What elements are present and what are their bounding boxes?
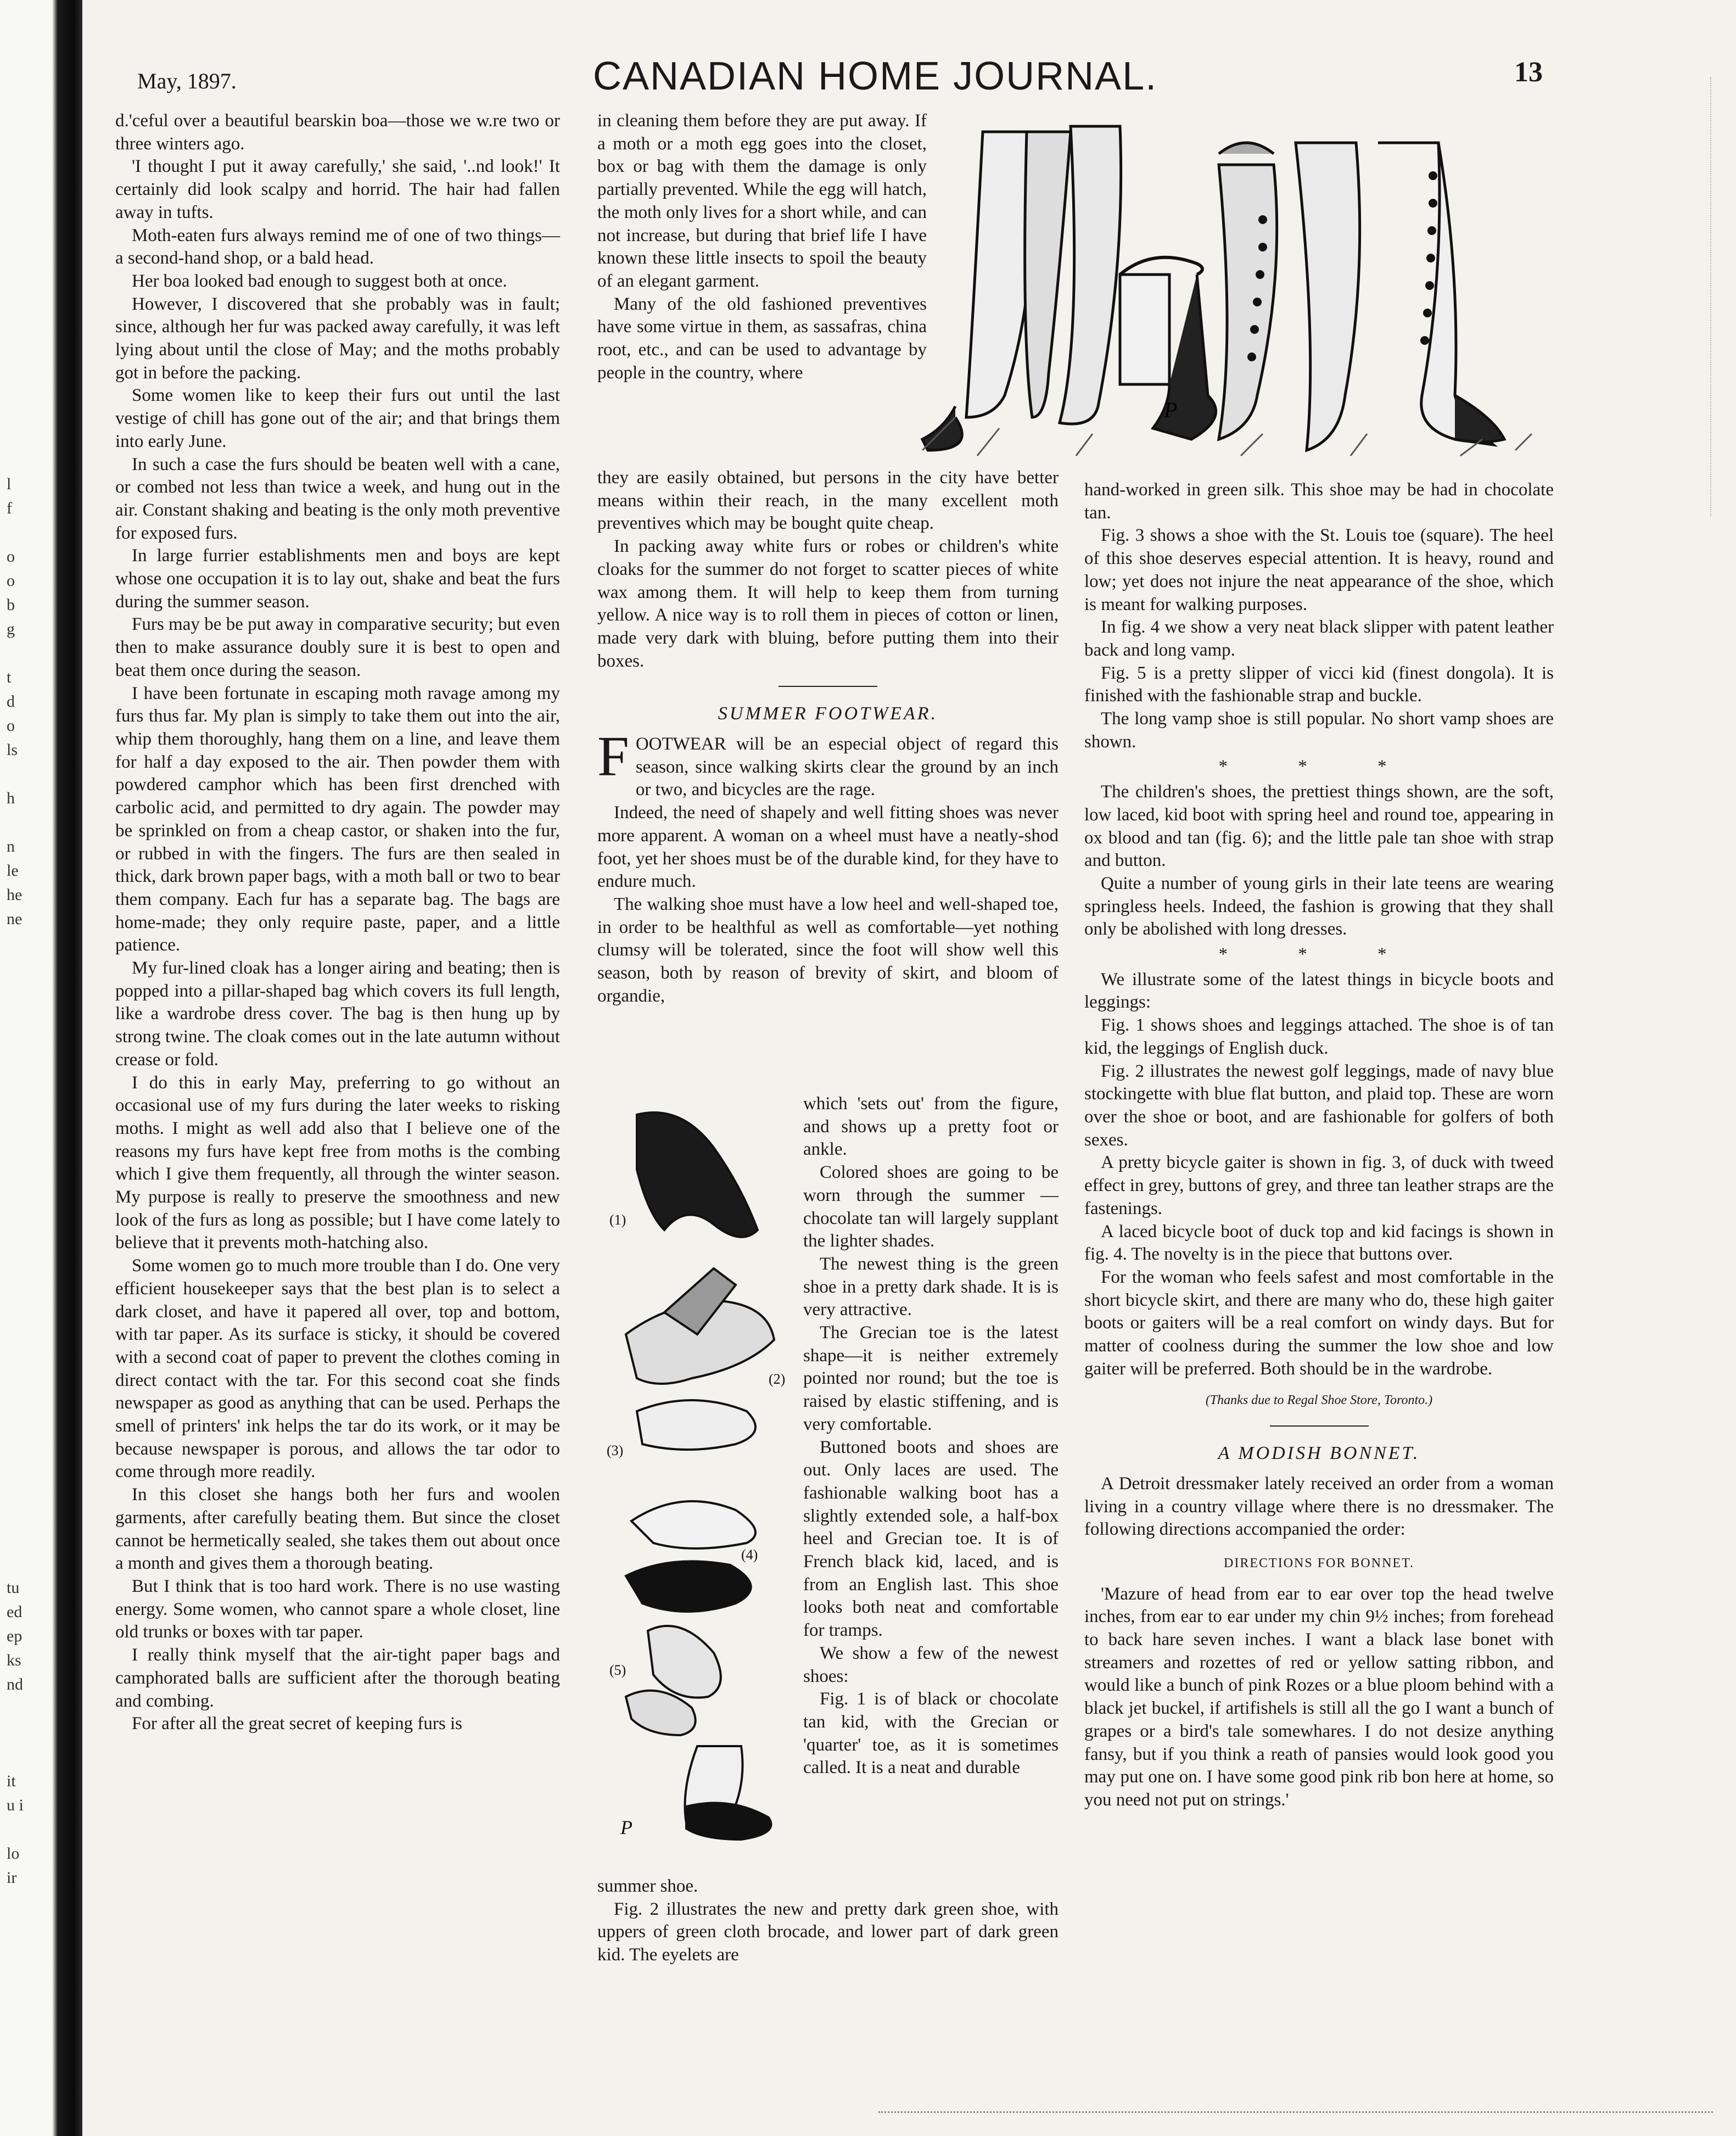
margin-fragments-lower: tu ed ep ks nd it u i lo ir bbox=[7, 1579, 24, 1887]
paragraph: In fig. 4 we show a very neat black slipper with patent leather back and long vamp. bbox=[1084, 617, 1554, 660]
paragraph: But I think that is too hard work. There is no use wasting energy. Some women, who cannot spare a whole closet, line old trunks or boxes with tar paper. bbox=[115, 1576, 560, 1642]
paragraph: The walking shoe must have a low heel and well-shaped toe, in order to be healthful as well as comfortable—yet nothing clumsy will be tolerated, since the foot will show well this season, both by reason of brevity of skirt, and bloom of organdie, bbox=[597, 894, 1059, 1006]
paragraph: I really think myself that the air-tight paper bags and camphorated balls are sufficient after the thorough beating and combing. bbox=[115, 1645, 560, 1711]
paragraph: hand-worked in green silk. This shoe may be had in chocolate tan. bbox=[1084, 480, 1554, 523]
paragraph: I have been fortunate in escaping moth ravage among my furs thus far. My plan is simply to take them out into the air, whip them thoroughly, hang them on a line, and leave them for half a day exposed to the air. Then powder them with powdered camphor which has been first drenched with carbolic acid, and permitted to dry again. The powder may be sprinkled on from a cheap castor, or shaken into the fur, or rubbed in with the fingers. The furs are then sealed in thick, dark brown paper bags, with a moth ball or two to bear them company. Each fur has a separate bag. The bags are home-made; they only require paste, paper, and a little patience. bbox=[115, 683, 560, 955]
paragraph: 'I thought I put it away carefully,' she said, '..nd look!' It certainly did look scalpy and horrid. The hair had fallen away in tufts. bbox=[115, 156, 560, 222]
paragraph: Many of the old fashioned preventives have some virtue in them, as sassafras, china root, etc., and can be used to advantage by people in the country, where bbox=[597, 294, 927, 383]
paragraph: Fig. 2 illustrates the newest golf leggings, made of navy blue stockingette with blue flat button, and plaid top. These are worn over the shoe or boot, and are fashionable for golfers of both sexes. bbox=[1084, 1061, 1554, 1150]
paragraph: Fig. 1 shows shoes and leggings attached. The shoe is of tan kid, the leggings of English duck. bbox=[1084, 1015, 1554, 1058]
section-stars: * * * bbox=[1218, 757, 1420, 777]
margin-fragments: l f o o b g t d o ls h n le he ne bbox=[7, 475, 23, 928]
paragraph: they are easily obtained, but persons in the city have better means within their reach, in the many excellent moth preventives which may be bought quite cheap. bbox=[597, 468, 1059, 534]
paragraph: Some women like to keep their furs out until the last vestige of chill has gone out of the air; and that brings them into early June. bbox=[115, 385, 560, 451]
fig-label-1: (1) bbox=[609, 1212, 626, 1228]
page-header bbox=[137, 54, 1543, 103]
fig-label-2: (2) bbox=[769, 1371, 786, 1387]
column-footwear-continued bbox=[1084, 479, 1554, 1812]
paragraph: Buttoned boots and shoes are out. Only laces are used. The fashionable walking boot has a slightly extended sole, a half-box heel and Grecian toe. It is of French black kid, laced, and is from an English last. This shoe looks both neat and comfortable for tramps. bbox=[803, 1437, 1059, 1641]
paragraph: Fig. 5 is a pretty slipper of vicci kid (finest dongola). It is finished with the fashionable strap and buckle. bbox=[1084, 663, 1554, 706]
fig-label-3: (3) bbox=[607, 1442, 624, 1458]
journal-title: CANADIAN HOME JOURNAL. bbox=[593, 54, 1158, 98]
section-title-modish-bonnet: A MODISH BONNET. bbox=[1218, 1443, 1420, 1464]
issue-date: May, 1897. bbox=[137, 69, 237, 93]
shoes-illustration bbox=[604, 1104, 796, 1856]
paragraph: Moth-eaten furs always remind me of one of two things—a second-hand shop, or a bald head. bbox=[115, 225, 560, 269]
fig-label-4: (4) bbox=[741, 1547, 758, 1563]
paragraph: In such a case the furs should be beaten well with a cane, or combed not less than twice a week, and hung out in the air. Constant shaking and beating is the only moth preventive for exposed furs. bbox=[115, 454, 560, 543]
paragraph: For after all the great secret of keeping furs is bbox=[132, 1714, 463, 1734]
paragraph: The long vamp shoe is still popular. No short vamp shoes are shown. bbox=[1084, 709, 1554, 752]
paragraph: We illustrate some of the latest things in bicycle boots and leggings: bbox=[1084, 969, 1554, 1013]
paragraph: We show a few of the newest shoes: bbox=[803, 1643, 1059, 1686]
paragraph: Fig. 3 shows a shoe with the St. Louis toe (square). The heel of this shoe deserves especial attention. It is heavy, round and low; yet does not injure the neat appearance of the shoe, which is meant for walking purposes. bbox=[1084, 525, 1554, 614]
paragraph: My fur-lined cloak has a longer airing and beating; then is popped into a pillar-shaped bag which covers its full length, like a wardrobe dress cover. The bag is then hung up by strong twine. The cloak comes out in the late autumn without crease or fold. bbox=[115, 958, 560, 1070]
artist-mark-shoes: P bbox=[620, 1816, 632, 1838]
paragraph: Furs may be be put away in comparative security; but even then to make assurance doubly sure it is best to open and beat them once during the season. bbox=[115, 614, 560, 680]
section-divider bbox=[1270, 1425, 1369, 1427]
paragraph: which 'sets out' from the figure, and shows up a pretty foot or ankle. bbox=[803, 1094, 1059, 1160]
fig-label-5: (5) bbox=[609, 1662, 626, 1678]
section-title-summer-footwear: SUMMER FOOTWEAR. bbox=[718, 703, 938, 724]
paragraph: Her boa looked bad enough to suggest both at once. bbox=[132, 271, 507, 291]
column-footwear-narrow bbox=[803, 1093, 1059, 1780]
column-furs-continued bbox=[597, 110, 927, 384]
section-divider bbox=[779, 686, 877, 687]
paragraph: Some women go to much more trouble than I do. One very efficient housekeeper says that the best plan is to select a dark closet, and have it papered all over, top and bottom, with tar paper. As its surface is sticky, it should be covered with a second coat of paper to prevent the clothes coming in direct contact with the tar. For this second coat she finds newspaper as good as anything that can be used. Perhaps the smell of printers' ink helps the tar do its work, or it may be because newspaper is porous, and allows the tar odor to come through more readily. bbox=[115, 1256, 560, 1482]
scan-bottom-noise bbox=[878, 2111, 1713, 2113]
paragraph: For the woman who feels safest and most comfortable in the short bicycle skirt, and there are many who do, these high gaiter boots or gaiters will be a real comfort on windy days. But for matter of coolness during the summer the low shoe and low gaiter will be preferred. Both should be in the wardrobe. bbox=[1084, 1267, 1554, 1379]
paragraph: A laced bicycle boot of duck top and kid facings is shown in fig. 4. The novelty is in the piece that buttons over. bbox=[1084, 1221, 1554, 1265]
paragraph: summer shoe. bbox=[597, 1876, 698, 1896]
column-footwear-bottom bbox=[597, 1875, 1059, 1967]
paragraph: The Grecian toe is the latest shape—it is neither extremely pointed nor round; but the toe is raised by elastic stiffening, and is very comfortable. bbox=[803, 1323, 1059, 1434]
paragraph: Quite a number of young girls in their late teens are wearing springless heels. Indeed, the fashion is growing that they shall only be abolished with long dresses. bbox=[1084, 873, 1554, 940]
directions-heading: DIRECTIONS FOR BONNET. bbox=[1224, 1556, 1414, 1570]
paragraph: In packing away white furs or robes or children's white cloaks for the summer do not forget to scatter pieces of white wax among them. It will help to keep them from turning yellow. A nice way is to roll them in pieces of cotton or linen, made very dark with bluing, before putting them into their boxes. bbox=[597, 536, 1059, 671]
paragraph: A Detroit dressmaker lately received an order from a woman living in a country village where there is no dressmaker. The following directions accompanied the order: bbox=[1084, 1473, 1554, 1540]
column-furs-article bbox=[115, 110, 560, 1736]
lead-paragraph: FOOTWEAR will be an especial object of regard this season, since walking skirts clear the ground by an inch or two, and bicycles are the rage. bbox=[597, 725, 1059, 800]
paragraph: I do this in early May, preferring to go without an occasional use of my furs during the later weeks to risking moths. I might as well add also that I believe one of the reasons my furs have kept free from moths is the combing which I give them frequently, all through the winter season. My purpose is really to preserve the smoothness and new look of the furs as long as possible; but I have come lately to believe that it prevents moth-hatching also. bbox=[115, 1072, 560, 1253]
scan-edge-noise bbox=[1710, 77, 1728, 516]
paragraph: Fig. 2 illustrates the new and pretty dark green shoe, with uppers of green cloth brocade, and lower part of dark green kid. The eyelets are bbox=[597, 1899, 1059, 1965]
paragraph: Colored shoes are going to be worn through the summer — chocolate tan will largely supplant the lighter shades. bbox=[803, 1162, 1059, 1251]
paragraph: The newest thing is the green shoe in a pretty dark shade. It is is very attractive. bbox=[803, 1254, 1059, 1320]
column-footwear-article bbox=[597, 467, 1059, 1008]
section-stars: * * * bbox=[1218, 944, 1420, 965]
paragraph: In large furrier establishments men and boys are kept whose one occupation it is to lay out, shake and beat the furs during the summer season. bbox=[115, 546, 560, 612]
paragraph: Fig. 1 is of black or chocolate tan kid, with the Grecian or 'quarter' toe, as it is sometimes called. It is a neat and durable bbox=[803, 1689, 1059, 1778]
paragraph: In this closet she hangs both her furs and woolen garments, after carefully beating them. But since the closet cannot be hermetically sealed, she takes them out about once a month and gives them a thorough beating. bbox=[115, 1485, 560, 1574]
paragraph: However, I discovered that she probably was in fault; since, although her fur was packed away carefully, it was left lying about until the close of May; and the moths probably got in before the packing. bbox=[115, 294, 560, 383]
paragraph: d.'ceful over a beautiful bearskin boa—those we w.re two or three winters ago. bbox=[115, 111, 560, 154]
page-number: 13 bbox=[1514, 57, 1543, 88]
credit-line: (Thanks due to Regal Shoe Store, Toronto.) bbox=[1205, 1393, 1433, 1408]
bicycle-boots-illustration bbox=[911, 110, 1554, 467]
paragraph-directions: 'Mazure of head from ear to ear over top the head twelve inches, from ear to ear under my chin 9½ inches; from forehead to back hare seven inches. I want a black lase bonet with streamers and rozettes of red or yellow satting ribbon, and would like a bunch of pink Rozes or a blue ploom behind with a black jet buckel, if artifishels is still all the go I want a bunch of grapes or a bird's tale somewhares. I do not desize anything fansy, but if you think a reath of pansies would look good you may put one on. I have some good pink rib bon here at home, so you need not put on strings.' bbox=[1084, 1584, 1554, 1810]
paragraph: A pretty bicycle gaiter is shown in fig. 3, of duck with tweed effect in grey, buttons of grey, and three tan leather straps are the fastenings. bbox=[1084, 1153, 1554, 1218]
drop-cap: F bbox=[597, 725, 629, 789]
artist-mark: P bbox=[1164, 398, 1178, 422]
paragraph: in cleaning them before they are put away. If a moth or a moth egg goes into the closet, box or bag with them the damage is only partially prevented. While the egg will hatch, the moth only lives for a short while, and can not increase, but during that brief life I have known these little insects to spoil the beauty of an elegant garment. bbox=[597, 111, 927, 291]
paragraph: Indeed, the need of shapely and well fitting shoes was never more apparent. A woman on a wheel must have a neatly-shod foot, yet her shoes must be of the durable kind, for they have to endure much. bbox=[597, 803, 1059, 892]
paragraph: The children's shoes, the prettiest things shown, are the soft, low laced, kid boot with spring heel and round toe, appearing in ox blood and tan (fig. 6); and the little pale tan shoe with strap and button. bbox=[1084, 782, 1554, 871]
